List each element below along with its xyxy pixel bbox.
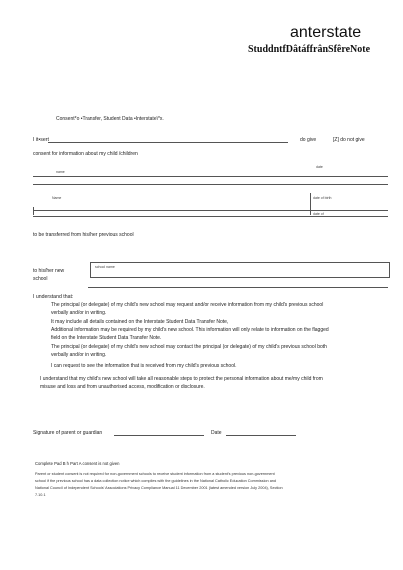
name2-label: Name (52, 196, 62, 200)
understand-item-2: It may include all details contained on the Interstate Student Data Transfer Note, (51, 319, 229, 325)
understand-item-3: Additional information may be required by my child's new school. This information will only relate to information on the flagged (51, 327, 329, 333)
new-school-line2: school (33, 276, 48, 282)
child1-field-line-bottom[interactable] (33, 184, 388, 185)
understand-para-line2: misuse and loss and from unauthorised access, modification or disclosure. (40, 384, 205, 390)
child2-field-tick-left (33, 207, 34, 215)
understand-item-5: I can request to see the information that is received from my child's previous school. (51, 363, 237, 369)
school-name-box[interactable] (90, 262, 390, 278)
understand-item-1: The principal (or delegate) of my child's new school may request and/or receive information from my child's previous school (51, 302, 324, 308)
new-school-field-line[interactable] (88, 287, 388, 288)
date-of-label: date of (313, 212, 324, 216)
understand-item-3b: field on the Interstate Student Data Transfer Note. (51, 335, 162, 341)
child1-field-line[interactable] (33, 176, 388, 177)
child2-field-line[interactable] (33, 210, 388, 211)
signature-date-label: Date (211, 430, 222, 436)
understand-para-line1: I understand that my child's new school will take all reasonable steps to protect the personal information about me/my child from (40, 376, 323, 382)
do-not-give-option[interactable]: [Z] do not give (333, 137, 365, 143)
do-give-option[interactable]: do give (300, 137, 317, 143)
school-name-label: school name (95, 265, 115, 269)
date-label: date (316, 165, 323, 169)
name-label: name (56, 170, 65, 174)
parent-name-prefix: I it•sert (33, 137, 49, 143)
consent-heading: Consent*o •Transfer, Student Data •Interstate\*x. (56, 116, 164, 122)
parent-name-field-line[interactable] (48, 142, 288, 143)
date-of-birth-label: date of birth (313, 196, 332, 200)
footer-line-4: 7.10.1 (35, 493, 46, 497)
footer-heading: Complete Pad B h Part A consent is not given (35, 461, 120, 466)
child2-field-line-bottom[interactable] (33, 216, 388, 217)
transfer-line: to be transferred from his/her previous school (33, 232, 134, 238)
understand-item-4b: verbally and/or in writing. (51, 352, 107, 358)
signature-field-line[interactable] (114, 435, 204, 436)
document-subtitle: StuddntfDâtáffrânSfêreNote (248, 44, 371, 55)
understand-item-4: The principal (or delegate) of my child's new school may contact the principal (or delegate) of my child's previous school both (51, 344, 327, 350)
signature-label: Signature of parent or guardian (33, 430, 103, 436)
footer-line-2: school if the previous school has a data collection notice which complies with the guidelines in the National Catholic Education Commission and (35, 479, 277, 483)
footer-line-3: National Council of Independent Schools' Associations Privacy Compliance Manual 11 December 2001 (latest amended version July 2004), Section (35, 486, 283, 490)
footer-line-1: Parent or student consent is not required for non-government schools to receive student information from a student's previous non-government (35, 472, 275, 476)
new-school-line1: to his/her new (33, 268, 65, 274)
signature-date-field-line[interactable] (226, 435, 296, 436)
child2-field-divider (310, 193, 311, 215)
understand-heading: I understand that: (33, 294, 74, 300)
understand-item-1b: verbally and/or in writing. (51, 310, 107, 316)
consent-line: consent for information about my child /children (33, 151, 138, 157)
document-title: anterstate (290, 24, 362, 41)
